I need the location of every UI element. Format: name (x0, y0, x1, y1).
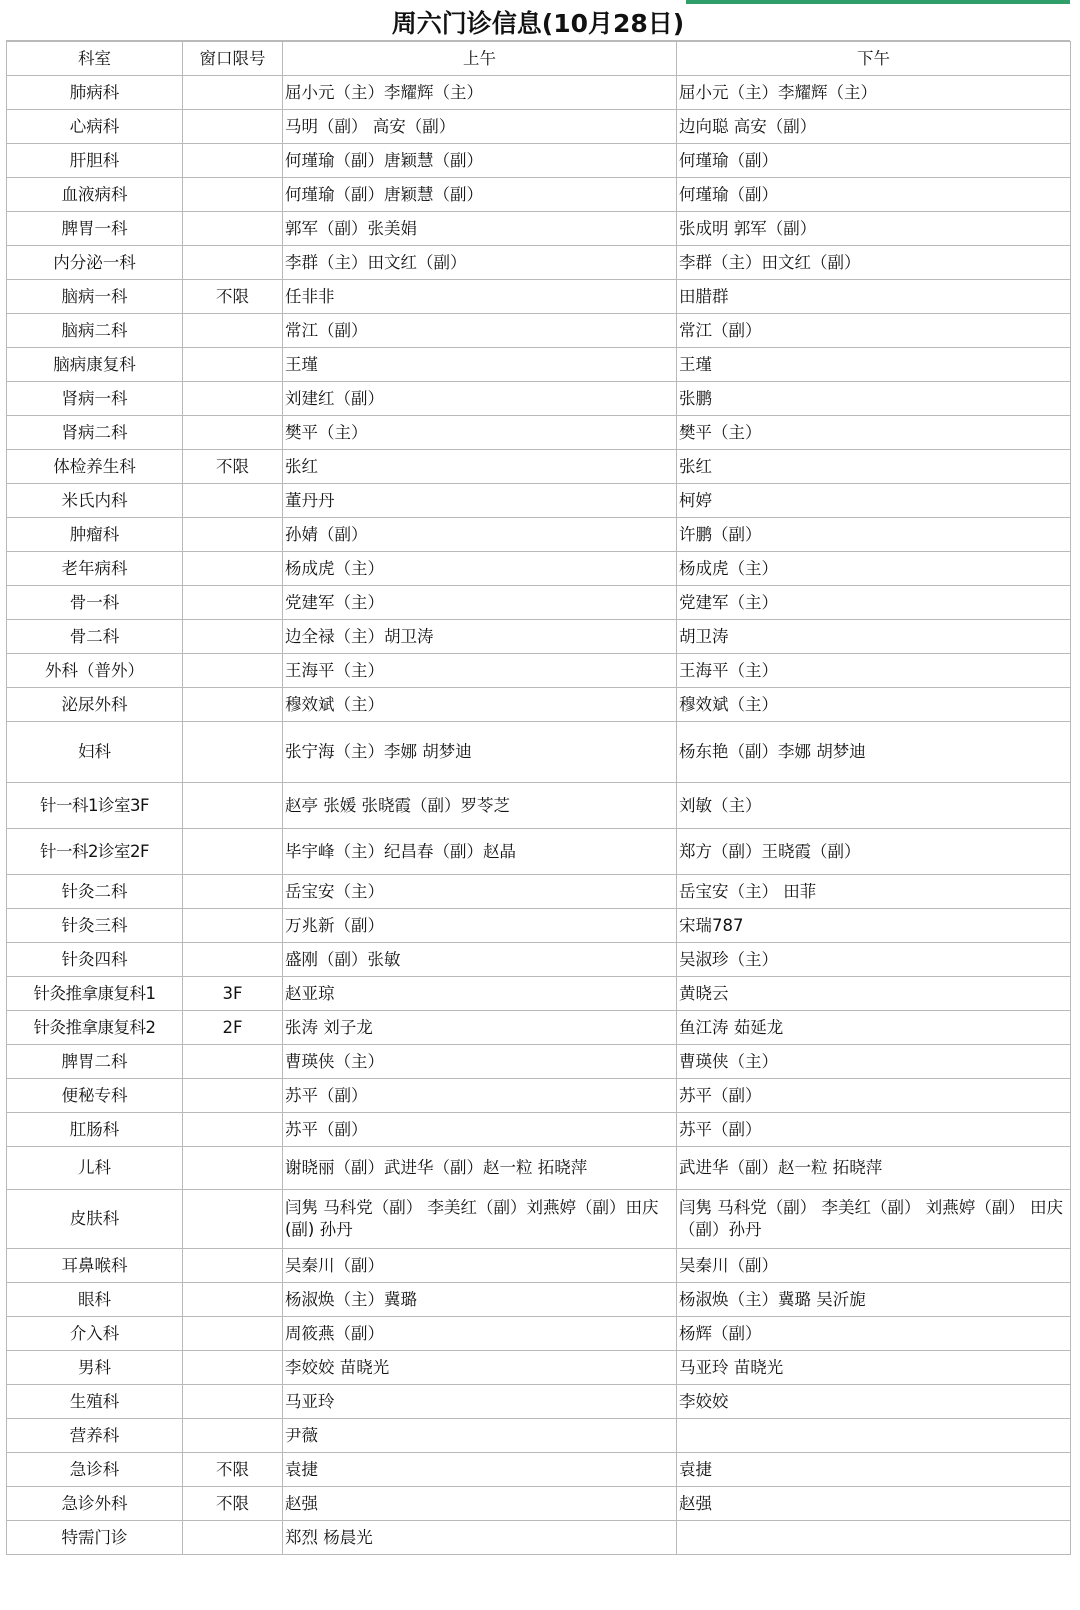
am-cell: 张宁海（主）李娜 胡梦迪 (283, 722, 677, 783)
table-row (7, 450, 1071, 484)
pm-cell: 吴淑珍（主） (677, 943, 1071, 977)
table-row (7, 1419, 1071, 1453)
limit-cell (183, 1283, 283, 1317)
pm-cell: 张鹏 (677, 382, 1071, 416)
dept-cell: 针一科1诊室3F (7, 783, 183, 829)
dept-cell: 脾胃一科 (7, 212, 183, 246)
table-row (7, 688, 1071, 722)
pm-cell: 常江（副） (677, 314, 1071, 348)
am-cell: 万兆新（副） (283, 909, 677, 943)
am-cell: 苏平（副） (283, 1113, 677, 1147)
am-cell: 何瑾瑜（副）唐颖慧（副） (283, 144, 677, 178)
am-cell: 任非非 (283, 280, 677, 314)
dept-cell: 内分泌一科 (7, 246, 183, 280)
table-row (7, 552, 1071, 586)
am-cell: 李群（主）田文红（副） (283, 246, 677, 280)
pm-cell: 胡卫涛 (677, 620, 1071, 654)
dept-cell: 针灸四科 (7, 943, 183, 977)
table-row (7, 722, 1071, 783)
dept-cell: 针灸推拿康复科2 (7, 1011, 183, 1045)
am-cell: 常江（副） (283, 314, 677, 348)
pm-cell: 赵强 (677, 1487, 1071, 1521)
pm-cell: 苏平（副） (677, 1079, 1071, 1113)
dept-cell: 眼科 (7, 1283, 183, 1317)
pm-cell: 何瑾瑜（副） (677, 144, 1071, 178)
limit-cell (183, 314, 283, 348)
limit-cell (183, 1147, 283, 1190)
pm-cell: 马亚玲 苗晓光 (677, 1351, 1071, 1385)
page-title: 周六门诊信息(10月28日) (6, 4, 1070, 41)
dept-cell: 肿瘤科 (7, 518, 183, 552)
limit-cell (183, 1190, 283, 1249)
table-row (7, 416, 1071, 450)
table-row (7, 382, 1071, 416)
table-row (7, 1011, 1071, 1045)
table-row (7, 484, 1071, 518)
pm-cell: 吴秦川（副） (677, 1249, 1071, 1283)
am-cell: 赵强 (283, 1487, 677, 1521)
table-row (7, 1521, 1071, 1555)
am-cell: 刘建红（副） (283, 382, 677, 416)
pm-cell: 柯婷 (677, 484, 1071, 518)
limit-cell (183, 76, 283, 110)
limit-cell: 3F (183, 977, 283, 1011)
schedule-body (7, 76, 1071, 1555)
table-row (7, 110, 1071, 144)
table-row (7, 1453, 1071, 1487)
pm-cell: 宋瑞787 (677, 909, 1071, 943)
table-row (7, 144, 1071, 178)
pm-cell: 王海平（主） (677, 654, 1071, 688)
header-limit: 窗口限号 (183, 42, 283, 76)
pm-cell: 武进华（副）赵一粒 拓晓萍 (677, 1147, 1071, 1190)
table-row (7, 1113, 1071, 1147)
table-row (7, 314, 1071, 348)
limit-cell (183, 484, 283, 518)
dept-cell: 急诊外科 (7, 1487, 183, 1521)
am-cell: 郑烈 杨晨光 (283, 1521, 677, 1555)
dept-cell: 肝胆科 (7, 144, 183, 178)
dept-cell: 老年病科 (7, 552, 183, 586)
pm-cell: 边向聪 高安（副） (677, 110, 1071, 144)
schedule-table (6, 41, 1071, 1555)
table-row (7, 348, 1071, 382)
limit-cell (183, 783, 283, 829)
am-cell: 岳宝安（主） (283, 875, 677, 909)
limit-cell (183, 1521, 283, 1555)
table-row (7, 1147, 1071, 1190)
table-row (7, 178, 1071, 212)
dept-cell: 便秘专科 (7, 1079, 183, 1113)
pm-cell: 何瑾瑜（副） (677, 178, 1071, 212)
pm-cell: 岳宝安（主） 田菲 (677, 875, 1071, 909)
limit-cell (183, 1385, 283, 1419)
limit-cell (183, 909, 283, 943)
limit-cell: 2F (183, 1011, 283, 1045)
am-cell: 马亚玲 (283, 1385, 677, 1419)
pm-cell: 杨成虎（主） (677, 552, 1071, 586)
dept-cell: 针一科2诊室2F (7, 829, 183, 875)
header-dept: 科室 (7, 42, 183, 76)
table-row (7, 1190, 1071, 1249)
dept-cell: 血液病科 (7, 178, 183, 212)
am-cell: 王海平（主） (283, 654, 677, 688)
dept-cell: 体检养生科 (7, 450, 183, 484)
dept-cell: 介入科 (7, 1317, 183, 1351)
am-cell: 毕宇峰（主）纪昌春（副）赵晶 (283, 829, 677, 875)
table-row (7, 943, 1071, 977)
dept-cell: 心病科 (7, 110, 183, 144)
pm-cell: 鱼江涛 茹延龙 (677, 1011, 1071, 1045)
table-row (7, 783, 1071, 829)
header-row (7, 42, 1071, 76)
table-row (7, 1249, 1071, 1283)
limit-cell (183, 1079, 283, 1113)
schedule-sheet (6, 4, 1071, 1555)
limit-cell (183, 246, 283, 280)
dept-cell: 儿科 (7, 1147, 183, 1190)
pm-cell: 刘敏（主） (677, 783, 1071, 829)
am-cell: 尹薇 (283, 1419, 677, 1453)
pm-cell: 屈小元（主）李耀辉（主） (677, 76, 1071, 110)
limit-cell (183, 552, 283, 586)
pm-cell: 杨辉（副） (677, 1317, 1071, 1351)
limit-cell (183, 110, 283, 144)
dept-cell: 针灸三科 (7, 909, 183, 943)
limit-cell: 不限 (183, 1487, 283, 1521)
am-cell: 穆效斌（主） (283, 688, 677, 722)
pm-cell: 杨淑焕（主）冀璐 吴沂旎 (677, 1283, 1071, 1317)
am-cell: 李姣姣 苗晓光 (283, 1351, 677, 1385)
pm-cell: 穆效斌（主） (677, 688, 1071, 722)
pm-cell: 郑方（副）王晓霞（副） (677, 829, 1071, 875)
table-row (7, 246, 1071, 280)
dept-cell: 肺病科 (7, 76, 183, 110)
am-cell: 王瑾 (283, 348, 677, 382)
limit-cell (183, 416, 283, 450)
dept-cell: 妇科 (7, 722, 183, 783)
pm-cell: 党建军（主） (677, 586, 1071, 620)
dept-cell: 脑病二科 (7, 314, 183, 348)
dept-cell: 针灸二科 (7, 875, 183, 909)
am-cell: 吴秦川（副） (283, 1249, 677, 1283)
am-cell: 杨成虎（主） (283, 552, 677, 586)
am-cell: 屈小元（主）李耀辉（主） (283, 76, 677, 110)
table-row (7, 1283, 1071, 1317)
pm-cell: 袁捷 (677, 1453, 1071, 1487)
am-cell: 马明（副） 高安（副） (283, 110, 677, 144)
pm-cell: 许鹏（副） (677, 518, 1071, 552)
limit-cell (183, 1351, 283, 1385)
am-cell: 杨淑焕（主）冀璐 (283, 1283, 677, 1317)
table-row (7, 909, 1071, 943)
limit-cell (183, 518, 283, 552)
am-cell: 赵亚琼 (283, 977, 677, 1011)
dept-cell: 米氏内科 (7, 484, 183, 518)
pm-cell: 杨东艳（副）李娜 胡梦迪 (677, 722, 1071, 783)
dept-cell: 泌尿外科 (7, 688, 183, 722)
pm-cell: 田腊群 (677, 280, 1071, 314)
header-am: 上午 (283, 42, 677, 76)
table-row (7, 280, 1071, 314)
header-pm: 下午 (677, 42, 1071, 76)
dept-cell: 肛肠科 (7, 1113, 183, 1147)
pm-cell: 黄晓云 (677, 977, 1071, 1011)
pm-cell: 曹瑛侠（主） (677, 1045, 1071, 1079)
am-cell: 周筱燕（副） (283, 1317, 677, 1351)
pm-cell: 李姣姣 (677, 1385, 1071, 1419)
am-cell: 曹瑛侠（主） (283, 1045, 677, 1079)
dept-cell: 外科（普外） (7, 654, 183, 688)
limit-cell: 不限 (183, 450, 283, 484)
table-row (7, 1317, 1071, 1351)
limit-cell (183, 1249, 283, 1283)
dept-cell: 特需门诊 (7, 1521, 183, 1555)
am-cell: 何瑾瑜（副）唐颖慧（副） (283, 178, 677, 212)
am-cell: 郭军（副）张美娟 (283, 212, 677, 246)
limit-cell (183, 829, 283, 875)
dept-cell: 骨二科 (7, 620, 183, 654)
table-row (7, 1385, 1071, 1419)
pm-cell: 张成明 郭军（副） (677, 212, 1071, 246)
am-cell: 袁捷 (283, 1453, 677, 1487)
limit-cell: 不限 (183, 280, 283, 314)
dept-cell: 耳鼻喉科 (7, 1249, 183, 1283)
dept-cell: 脑病一科 (7, 280, 183, 314)
table-row (7, 1045, 1071, 1079)
dept-cell: 骨一科 (7, 586, 183, 620)
table-row (7, 1079, 1071, 1113)
am-cell: 张红 (283, 450, 677, 484)
dept-cell: 营养科 (7, 1419, 183, 1453)
table-row (7, 977, 1071, 1011)
am-cell: 孙婧（副） (283, 518, 677, 552)
limit-cell (183, 654, 283, 688)
am-cell: 苏平（副） (283, 1079, 677, 1113)
dept-cell: 脑病康复科 (7, 348, 183, 382)
dept-cell: 生殖科 (7, 1385, 183, 1419)
limit-cell (183, 144, 283, 178)
table-row (7, 1351, 1071, 1385)
am-cell: 边全禄（主）胡卫涛 (283, 620, 677, 654)
dept-cell: 男科 (7, 1351, 183, 1385)
limit-cell (183, 382, 283, 416)
pm-cell: 闫隽 马科党（副） 李美红（副） 刘燕婷（副） 田庆（副）孙丹 (677, 1190, 1071, 1249)
table-row (7, 875, 1071, 909)
limit-cell (183, 620, 283, 654)
limit-cell (183, 1045, 283, 1079)
table-row (7, 518, 1071, 552)
limit-cell (183, 586, 283, 620)
limit-cell (183, 1113, 283, 1147)
limit-cell (183, 875, 283, 909)
am-cell: 张涛 刘子龙 (283, 1011, 677, 1045)
table-row (7, 1487, 1071, 1521)
table-row (7, 586, 1071, 620)
am-cell: 闫隽 马科党（副） 李美红（副）刘燕婷（副）田庆(副) 孙丹 (283, 1190, 677, 1249)
limit-cell (183, 212, 283, 246)
am-cell: 党建军（主） (283, 586, 677, 620)
pm-cell: 苏平（副） (677, 1113, 1071, 1147)
dept-cell: 针灸推拿康复科1 (7, 977, 183, 1011)
pm-cell: 李群（主）田文红（副） (677, 246, 1071, 280)
table-row (7, 829, 1071, 875)
limit-cell: 不限 (183, 1453, 283, 1487)
pm-cell: 王瑾 (677, 348, 1071, 382)
pm-cell (677, 1419, 1071, 1453)
pm-cell (677, 1521, 1071, 1555)
table-row (7, 212, 1071, 246)
limit-cell (183, 1317, 283, 1351)
limit-cell (183, 722, 283, 783)
pm-cell: 张红 (677, 450, 1071, 484)
table-row (7, 620, 1071, 654)
limit-cell (183, 688, 283, 722)
limit-cell (183, 178, 283, 212)
am-cell: 盛刚（副）张敏 (283, 943, 677, 977)
dept-cell: 脾胃二科 (7, 1045, 183, 1079)
table-row (7, 654, 1071, 688)
am-cell: 樊平（主） (283, 416, 677, 450)
limit-cell (183, 348, 283, 382)
dept-cell: 皮肤科 (7, 1190, 183, 1249)
am-cell: 赵亭 张媛 张晓霞（副）罗苓芝 (283, 783, 677, 829)
pm-cell: 樊平（主） (677, 416, 1071, 450)
dept-cell: 肾病一科 (7, 382, 183, 416)
dept-cell: 急诊科 (7, 1453, 183, 1487)
table-row (7, 76, 1071, 110)
dept-cell: 肾病二科 (7, 416, 183, 450)
am-cell: 谢晓丽（副）武进华（副）赵一粒 拓晓萍 (283, 1147, 677, 1190)
limit-cell (183, 943, 283, 977)
limit-cell (183, 1419, 283, 1453)
am-cell: 董丹丹 (283, 484, 677, 518)
